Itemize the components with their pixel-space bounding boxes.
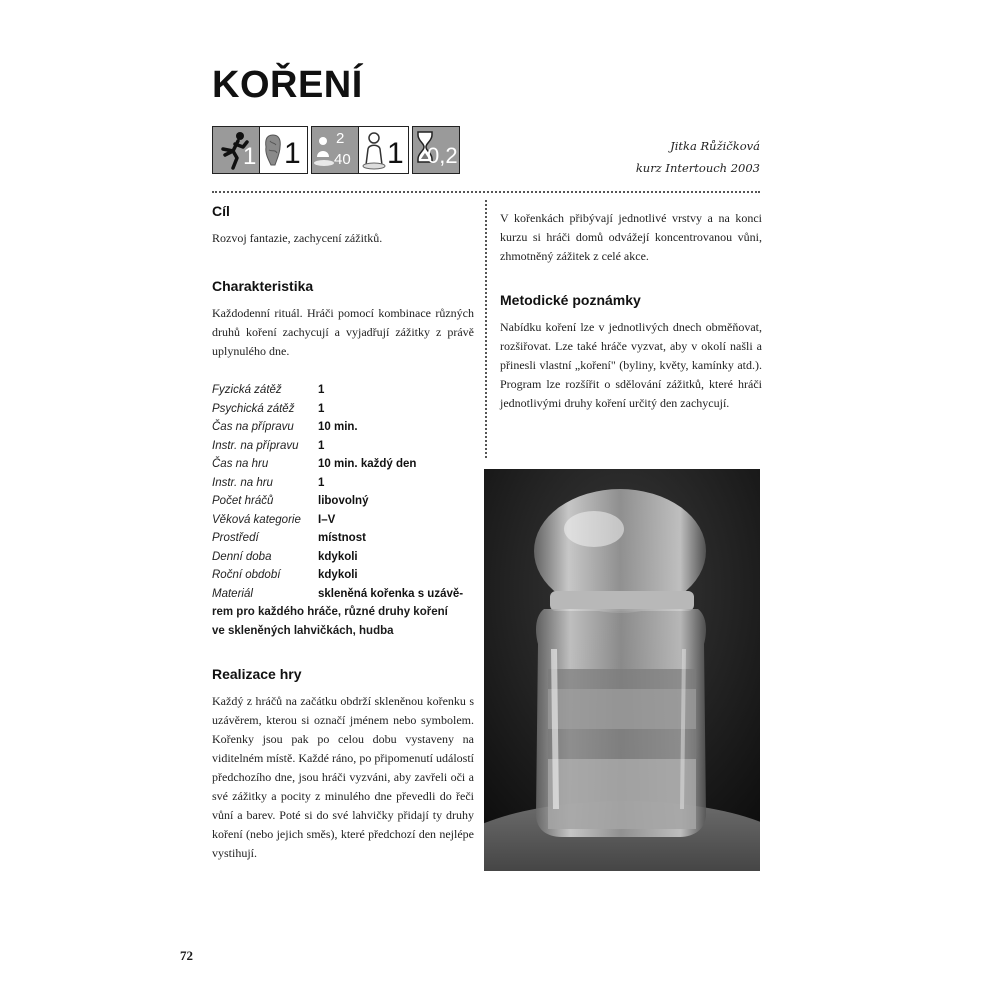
cil-text: Rozvoj fantazie, zachycení zážitků.: [212, 231, 383, 245]
param-row: [212, 418, 474, 437]
horizontal-divider: [212, 191, 760, 193]
param-value: 1: [318, 476, 325, 489]
param-value: místnost: [318, 532, 366, 544]
param-value: 1: [318, 439, 325, 452]
realizace-text: Každý z hráčů na začátku obdrží skleněnou kořenku s uzávěrem, kterou si označí jménem nebo symbolem. Kořenky jsou pak po celou dobu vystaveny na viditelném místě. Každé ráno, po připomenutí událostí předchozího dne, jsou hráči vyzváni, aby zavřeli oči a své zážitky a pocity z minulého dne převedli do řeči vůní a barev. Poté si do své lahvičky přidají ty druhy koření (nebo jejich směs), které předchozí den nejlépe vystihují.: [212, 694, 474, 860]
param-row: [212, 548, 474, 567]
psychic-value: 1: [284, 137, 301, 170]
param-row: [212, 455, 474, 474]
right-column: [500, 209, 762, 413]
param-row: [212, 566, 474, 585]
param-value: 1: [318, 402, 325, 415]
param-row: [212, 400, 474, 419]
param-value: kdykoli: [318, 550, 358, 563]
param-label: Instr. na přípravu: [212, 439, 299, 452]
param-row: [212, 437, 474, 456]
param-label: Denní doba: [212, 550, 272, 563]
charakteristika-text: Každodenní rituál. Hráči pomocí kombinace různých druhů koření zachycují a vyjadřují zážitky z právě uplynulého dne.: [212, 306, 474, 358]
players-icon: [312, 127, 358, 173]
material-continued: ve skleněných lahvičkách, hudba: [212, 624, 394, 637]
param-value: 1: [318, 384, 325, 396]
param-row-material: [212, 585, 474, 604]
physical-psychic-group: [212, 126, 308, 174]
players-max: 40: [334, 151, 351, 168]
param-label: Instr. na hru: [212, 476, 273, 489]
page-title: KOŘENÍ: [212, 64, 363, 106]
param-label: Prostředí: [212, 532, 259, 544]
players-instructors-group: [311, 126, 409, 174]
param-row: [212, 474, 474, 493]
right-intro-text: V kořenkách přibývají jednotlivé vrstvy a na konci kurzu si hráči domů odvážejí koncentrovanou vůni, zhmotněný zážitek z celé akce.: [500, 211, 762, 263]
author-block: [636, 135, 760, 179]
param-label: Psychická zátěž: [212, 402, 295, 415]
param-value: skleněná kořenka s uzávě-: [318, 587, 464, 600]
param-row: [212, 492, 474, 511]
material-continued: rem pro každého hráče, různé druhy koření: [212, 606, 448, 618]
instructors-value: 1: [387, 137, 404, 170]
time-value: 0,2: [427, 143, 458, 168]
heading-charakteristika: Charakteristika: [212, 278, 314, 294]
running-person-icon: [213, 127, 259, 173]
heading-cil: Cíl: [212, 203, 230, 219]
heading-metodicke: Metodické poznámky: [500, 292, 641, 308]
param-value: kdykoli: [318, 569, 358, 581]
param-value: 10 min. každý den: [318, 458, 417, 470]
param-row: [212, 511, 474, 530]
players-min: 2: [336, 130, 345, 147]
param-label: Čas na přípravu: [212, 421, 294, 433]
spice-jar-photo: [484, 469, 760, 871]
parameter-list: [212, 381, 474, 640]
left-column: [212, 203, 474, 863]
param-value: libovolný: [318, 495, 369, 507]
metodicke-text: Nabídku koření lze v jednotlivých dnech obměňovat, rozšiřovat. Lze také hráče vyzvat, aby v okolí našli a přinesli vlastní „koření" (byliny, květy, kamínky atd.). Program lze rozšířit o sdělování zážitků, které hráči jednotlivými druhy koření určitý den zachycují.: [500, 320, 762, 410]
hourglass-icon: [413, 127, 459, 173]
physical-value: 1: [243, 143, 257, 170]
author-course: kurz Intertouch 2003: [635, 161, 760, 175]
page-number: 72: [180, 948, 193, 963]
param-label: Roční období: [212, 569, 281, 581]
param-value: I–V: [318, 513, 336, 526]
param-row: [212, 529, 474, 548]
instructor-icon: [358, 127, 408, 173]
activity-icons: [212, 126, 460, 174]
param-label: Věková kategorie: [212, 513, 301, 526]
param-value: 10 min.: [318, 421, 358, 433]
heading-realizace: Realizace hry: [212, 666, 302, 682]
param-label: Čas na hru: [212, 458, 269, 470]
param-row: [212, 381, 474, 400]
time-group: [412, 126, 460, 174]
author-name: Jitka Růžičková: [670, 139, 760, 153]
param-label: Počet hráčů: [212, 495, 274, 507]
param-label: Materiál: [212, 587, 253, 600]
param-label: Fyzická zátěž: [212, 384, 282, 396]
brain-icon: [259, 127, 307, 173]
column-divider: [485, 200, 487, 458]
